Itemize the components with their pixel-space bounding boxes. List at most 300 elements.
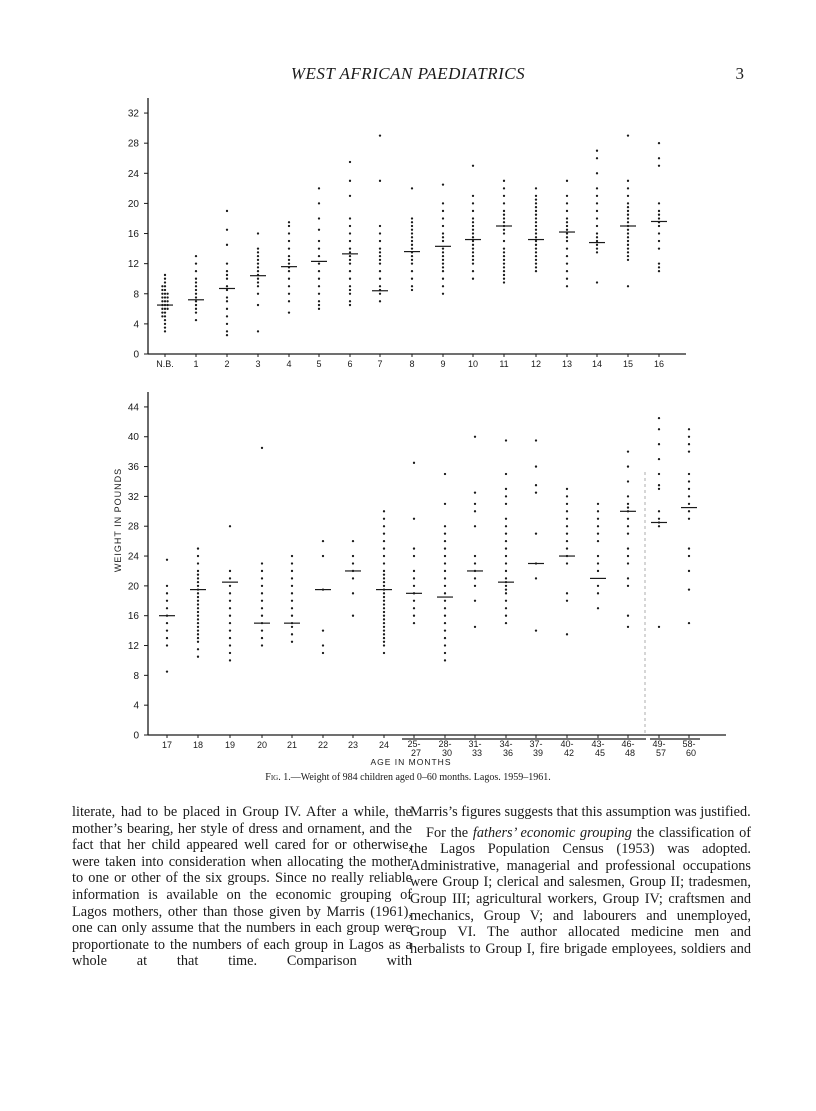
data-point bbox=[597, 533, 599, 535]
data-point bbox=[503, 210, 505, 212]
data-point bbox=[411, 278, 413, 280]
data-point bbox=[197, 607, 199, 609]
data-point bbox=[535, 262, 537, 264]
x-tick-label: 43- bbox=[591, 739, 605, 749]
y-tick-label: 16 bbox=[127, 611, 139, 623]
data-point bbox=[379, 255, 381, 257]
data-point bbox=[627, 134, 629, 136]
y-tick-label: 44 bbox=[127, 402, 139, 414]
data-point bbox=[474, 577, 476, 579]
data-point bbox=[505, 518, 507, 520]
data-point bbox=[195, 270, 197, 272]
data-point bbox=[291, 626, 293, 628]
data-point bbox=[505, 607, 507, 609]
data-point bbox=[261, 577, 263, 579]
data-point bbox=[503, 214, 505, 216]
data-point bbox=[597, 525, 599, 527]
data-point bbox=[226, 229, 228, 231]
data-point bbox=[261, 562, 263, 564]
data-point bbox=[658, 458, 660, 460]
data-point bbox=[535, 217, 537, 219]
data-point bbox=[197, 656, 199, 658]
data-point bbox=[257, 281, 259, 283]
y-tick-label: 28 bbox=[127, 521, 139, 533]
para-2-italic: fathers’ economic grouping bbox=[472, 824, 632, 841]
data-point bbox=[472, 259, 474, 261]
data-point bbox=[535, 533, 537, 535]
data-point bbox=[226, 289, 228, 291]
y-tick-label: 28 bbox=[127, 138, 139, 150]
data-point bbox=[688, 588, 690, 590]
data-point bbox=[379, 262, 381, 264]
series-11 bbox=[496, 180, 512, 284]
data-point bbox=[505, 588, 507, 590]
data-point bbox=[535, 214, 537, 216]
data-point bbox=[627, 626, 629, 628]
series-13 bbox=[559, 180, 575, 288]
data-point bbox=[226, 323, 228, 325]
data-point bbox=[658, 626, 660, 628]
y-tick-label: 12 bbox=[127, 641, 139, 653]
data-point bbox=[444, 562, 446, 564]
data-point bbox=[161, 285, 163, 287]
data-point bbox=[229, 525, 231, 527]
data-point bbox=[503, 274, 505, 276]
data-point bbox=[257, 330, 259, 332]
data-point bbox=[535, 484, 537, 486]
data-point bbox=[411, 225, 413, 227]
data-point bbox=[566, 195, 568, 197]
data-point bbox=[291, 633, 293, 635]
data-point bbox=[566, 562, 568, 564]
data-point bbox=[322, 555, 324, 557]
data-point bbox=[164, 323, 166, 325]
data-point bbox=[349, 304, 351, 306]
data-point bbox=[413, 518, 415, 520]
data-point bbox=[318, 308, 320, 310]
data-point bbox=[197, 637, 199, 639]
data-point bbox=[442, 202, 444, 204]
data-point bbox=[164, 319, 166, 321]
data-point bbox=[349, 255, 351, 257]
data-point bbox=[535, 187, 537, 189]
data-point bbox=[596, 172, 598, 174]
data-point bbox=[503, 255, 505, 257]
data-point bbox=[257, 304, 259, 306]
x-tick-label: 49- bbox=[652, 739, 666, 749]
data-point bbox=[318, 255, 320, 257]
data-point bbox=[688, 473, 690, 475]
x-tick-label: 5 bbox=[316, 359, 322, 369]
data-point bbox=[444, 629, 446, 631]
data-point bbox=[535, 202, 537, 204]
data-point bbox=[658, 262, 660, 264]
y-tick-label: 32 bbox=[127, 108, 139, 120]
data-point bbox=[349, 270, 351, 272]
y-tick-label: 12 bbox=[127, 259, 139, 271]
data-point bbox=[195, 308, 197, 310]
data-point bbox=[503, 195, 505, 197]
data-point bbox=[166, 585, 168, 587]
data-point bbox=[261, 600, 263, 602]
data-point bbox=[442, 225, 444, 227]
data-point bbox=[318, 304, 320, 306]
data-point bbox=[627, 255, 629, 257]
data-point bbox=[442, 183, 444, 185]
data-point bbox=[166, 622, 168, 624]
data-point bbox=[688, 428, 690, 430]
data-point bbox=[349, 289, 351, 291]
data-point bbox=[379, 232, 381, 234]
x-tick-label: 10 bbox=[467, 359, 479, 369]
right-column-para-1: Marris’s figures suggests that this assumption was justified. bbox=[410, 804, 751, 820]
data-point bbox=[291, 570, 293, 572]
data-point bbox=[627, 259, 629, 261]
y-tick-label: 32 bbox=[127, 491, 139, 503]
data-point bbox=[627, 206, 629, 208]
data-point bbox=[566, 592, 568, 594]
x-tick-label: 48 bbox=[624, 748, 636, 758]
data-point bbox=[164, 296, 166, 298]
x-tick-label: 15 bbox=[622, 359, 634, 369]
x-tick-label: 27 bbox=[410, 748, 422, 758]
data-point bbox=[472, 210, 474, 212]
data-point bbox=[383, 547, 385, 549]
x-tick-label: 30 bbox=[441, 748, 453, 758]
series-19 bbox=[222, 525, 238, 662]
data-point bbox=[596, 187, 598, 189]
data-point bbox=[257, 247, 259, 249]
data-point bbox=[413, 600, 415, 602]
data-point bbox=[383, 596, 385, 598]
figure-caption-label: Fig. 1. bbox=[265, 772, 291, 783]
x-tick-label: 60 bbox=[685, 748, 697, 758]
data-point bbox=[566, 495, 568, 497]
data-point bbox=[688, 503, 690, 505]
y-tick-label: 16 bbox=[127, 229, 139, 241]
data-point bbox=[164, 326, 166, 328]
data-point bbox=[505, 622, 507, 624]
data-point bbox=[658, 142, 660, 144]
data-point bbox=[566, 503, 568, 505]
data-point bbox=[505, 439, 507, 441]
data-point bbox=[411, 262, 413, 264]
data-point bbox=[166, 293, 168, 295]
data-point bbox=[288, 225, 290, 227]
data-point bbox=[627, 562, 629, 564]
series-14 bbox=[589, 150, 605, 284]
data-point bbox=[411, 236, 413, 238]
y-tick-label: 4 bbox=[133, 319, 139, 331]
data-point bbox=[226, 296, 228, 298]
data-point bbox=[566, 240, 568, 242]
data-point bbox=[688, 495, 690, 497]
data-point bbox=[379, 251, 381, 253]
data-point bbox=[195, 319, 197, 321]
x-tick-label: 31- bbox=[468, 739, 482, 749]
data-point bbox=[442, 266, 444, 268]
series-37–39 bbox=[528, 439, 544, 631]
series-2 bbox=[219, 210, 235, 337]
data-point bbox=[383, 618, 385, 620]
data-point bbox=[261, 592, 263, 594]
data-point bbox=[166, 300, 168, 302]
data-point bbox=[383, 518, 385, 520]
data-point bbox=[566, 633, 568, 635]
data-point bbox=[318, 293, 320, 295]
data-point bbox=[472, 221, 474, 223]
data-point bbox=[444, 503, 446, 505]
data-point bbox=[472, 244, 474, 246]
data-point bbox=[442, 240, 444, 242]
data-point bbox=[442, 210, 444, 212]
data-point bbox=[472, 278, 474, 280]
data-point bbox=[379, 225, 381, 227]
data-point bbox=[352, 577, 354, 579]
data-point bbox=[413, 577, 415, 579]
data-point bbox=[627, 232, 629, 234]
data-point bbox=[288, 232, 290, 234]
data-point bbox=[505, 555, 507, 557]
data-point bbox=[597, 503, 599, 505]
data-point bbox=[658, 428, 660, 430]
data-point bbox=[535, 206, 537, 208]
data-point bbox=[288, 293, 290, 295]
data-point bbox=[535, 198, 537, 200]
data-point bbox=[164, 311, 166, 313]
axes-1 bbox=[128, 392, 726, 758]
data-point bbox=[166, 670, 168, 672]
data-point bbox=[379, 247, 381, 249]
series-43–45 bbox=[590, 503, 606, 610]
data-point bbox=[161, 296, 163, 298]
data-point bbox=[442, 232, 444, 234]
data-point bbox=[442, 251, 444, 253]
data-point bbox=[503, 202, 505, 204]
series-9 bbox=[435, 183, 451, 294]
data-point bbox=[229, 637, 231, 639]
data-point bbox=[197, 615, 199, 617]
data-point bbox=[288, 262, 290, 264]
data-point bbox=[627, 585, 629, 587]
x-tick-label: N.B. bbox=[156, 359, 174, 369]
x-tick-label: 7 bbox=[377, 359, 383, 369]
x-tick-label: 1 bbox=[193, 359, 199, 369]
series-5 bbox=[311, 187, 327, 310]
data-point bbox=[411, 247, 413, 249]
series-15 bbox=[620, 134, 636, 287]
data-point bbox=[383, 581, 385, 583]
data-point bbox=[503, 232, 505, 234]
data-point bbox=[444, 622, 446, 624]
x-tick-label: 39 bbox=[532, 748, 544, 758]
x-tick-label: 21 bbox=[286, 740, 298, 750]
x-tick-label: 8 bbox=[409, 359, 415, 369]
x-tick-label: 45 bbox=[594, 748, 606, 758]
data-point bbox=[349, 285, 351, 287]
data-point bbox=[627, 533, 629, 535]
data-point bbox=[413, 622, 415, 624]
data-point bbox=[197, 629, 199, 631]
series-49–57 bbox=[651, 417, 667, 628]
data-point bbox=[627, 240, 629, 242]
data-point bbox=[658, 225, 660, 227]
data-point bbox=[383, 633, 385, 635]
data-point bbox=[195, 289, 197, 291]
data-point bbox=[658, 270, 660, 272]
data-point bbox=[535, 255, 537, 257]
data-point bbox=[688, 518, 690, 520]
data-point bbox=[197, 555, 199, 557]
data-point bbox=[627, 495, 629, 497]
data-point bbox=[413, 462, 415, 464]
data-point bbox=[535, 225, 537, 227]
data-point bbox=[349, 240, 351, 242]
weight-figure bbox=[0, 90, 816, 770]
data-point bbox=[596, 210, 598, 212]
data-point bbox=[596, 232, 598, 234]
data-point bbox=[195, 255, 197, 257]
data-point bbox=[166, 644, 168, 646]
data-point bbox=[383, 641, 385, 643]
data-point bbox=[352, 592, 354, 594]
data-point bbox=[503, 240, 505, 242]
data-point bbox=[257, 255, 259, 257]
data-point bbox=[474, 626, 476, 628]
data-point bbox=[291, 615, 293, 617]
data-point bbox=[503, 270, 505, 272]
data-point bbox=[505, 562, 507, 564]
data-point bbox=[627, 217, 629, 219]
data-point bbox=[383, 652, 385, 654]
data-point bbox=[658, 443, 660, 445]
series-28–30 bbox=[437, 473, 453, 662]
data-point bbox=[257, 232, 259, 234]
data-point bbox=[383, 574, 385, 576]
data-point bbox=[195, 293, 197, 295]
data-point bbox=[229, 577, 231, 579]
data-point bbox=[442, 262, 444, 264]
data-point bbox=[474, 525, 476, 527]
data-point bbox=[164, 289, 166, 291]
data-point bbox=[411, 232, 413, 234]
y-tick-label: 24 bbox=[127, 168, 139, 180]
data-point bbox=[505, 547, 507, 549]
data-point bbox=[597, 540, 599, 542]
data-point bbox=[291, 592, 293, 594]
data-point bbox=[383, 611, 385, 613]
data-point bbox=[197, 562, 199, 564]
x-tick-label: 20 bbox=[256, 740, 268, 750]
axes-0 bbox=[128, 98, 686, 369]
data-point bbox=[688, 510, 690, 512]
data-point bbox=[291, 600, 293, 602]
data-point bbox=[474, 436, 476, 438]
series-31–33 bbox=[467, 436, 483, 628]
data-point bbox=[658, 525, 660, 527]
y-tick-label: 8 bbox=[133, 289, 139, 301]
data-point bbox=[229, 615, 231, 617]
data-point bbox=[566, 232, 568, 234]
data-point bbox=[627, 555, 629, 557]
data-point bbox=[226, 262, 228, 264]
y-tick-label: 20 bbox=[127, 581, 139, 593]
data-point bbox=[596, 150, 598, 152]
data-point bbox=[627, 180, 629, 182]
data-point bbox=[413, 615, 415, 617]
data-point bbox=[566, 217, 568, 219]
data-point bbox=[505, 488, 507, 490]
data-point bbox=[566, 533, 568, 535]
x-tick-label: 4 bbox=[286, 359, 292, 369]
series-34–36 bbox=[498, 439, 514, 624]
x-tick-label: 25- bbox=[407, 739, 421, 749]
page-number: 3 bbox=[735, 64, 744, 83]
data-point bbox=[503, 266, 505, 268]
data-point bbox=[161, 308, 163, 310]
data-point bbox=[164, 293, 166, 295]
data-point bbox=[596, 240, 598, 242]
data-point bbox=[379, 259, 381, 261]
data-point bbox=[318, 202, 320, 204]
data-point bbox=[688, 547, 690, 549]
data-point bbox=[349, 232, 351, 234]
data-point bbox=[658, 518, 660, 520]
data-point bbox=[535, 439, 537, 441]
data-point bbox=[288, 278, 290, 280]
data-point bbox=[161, 300, 163, 302]
data-point bbox=[288, 285, 290, 287]
data-point bbox=[627, 210, 629, 212]
data-point bbox=[503, 217, 505, 219]
data-point bbox=[164, 278, 166, 280]
data-point bbox=[411, 255, 413, 257]
data-point bbox=[535, 247, 537, 249]
data-point bbox=[472, 232, 474, 234]
data-point bbox=[566, 510, 568, 512]
data-point bbox=[226, 274, 228, 276]
data-point bbox=[597, 585, 599, 587]
data-point bbox=[411, 221, 413, 223]
x-tick-label: 28- bbox=[438, 739, 452, 749]
data-point bbox=[383, 540, 385, 542]
right-column-para-2 bbox=[410, 825, 751, 958]
data-point bbox=[658, 417, 660, 419]
data-point bbox=[472, 262, 474, 264]
data-point bbox=[444, 600, 446, 602]
data-point bbox=[291, 585, 293, 587]
y-axis-label: WEIGHT IN POUNDS bbox=[113, 467, 123, 573]
data-point bbox=[442, 255, 444, 257]
data-point bbox=[597, 510, 599, 512]
data-point bbox=[288, 300, 290, 302]
data-point bbox=[472, 195, 474, 197]
data-point bbox=[505, 525, 507, 527]
data-point bbox=[197, 570, 199, 572]
data-point bbox=[535, 221, 537, 223]
x-tick-label: 16 bbox=[653, 359, 665, 369]
data-point bbox=[627, 615, 629, 617]
data-point bbox=[566, 221, 568, 223]
data-point bbox=[318, 300, 320, 302]
data-point bbox=[688, 436, 690, 438]
data-point bbox=[627, 187, 629, 189]
data-point bbox=[505, 585, 507, 587]
series-7 bbox=[372, 134, 388, 302]
data-point bbox=[472, 251, 474, 253]
data-point bbox=[472, 247, 474, 249]
data-point bbox=[161, 315, 163, 317]
